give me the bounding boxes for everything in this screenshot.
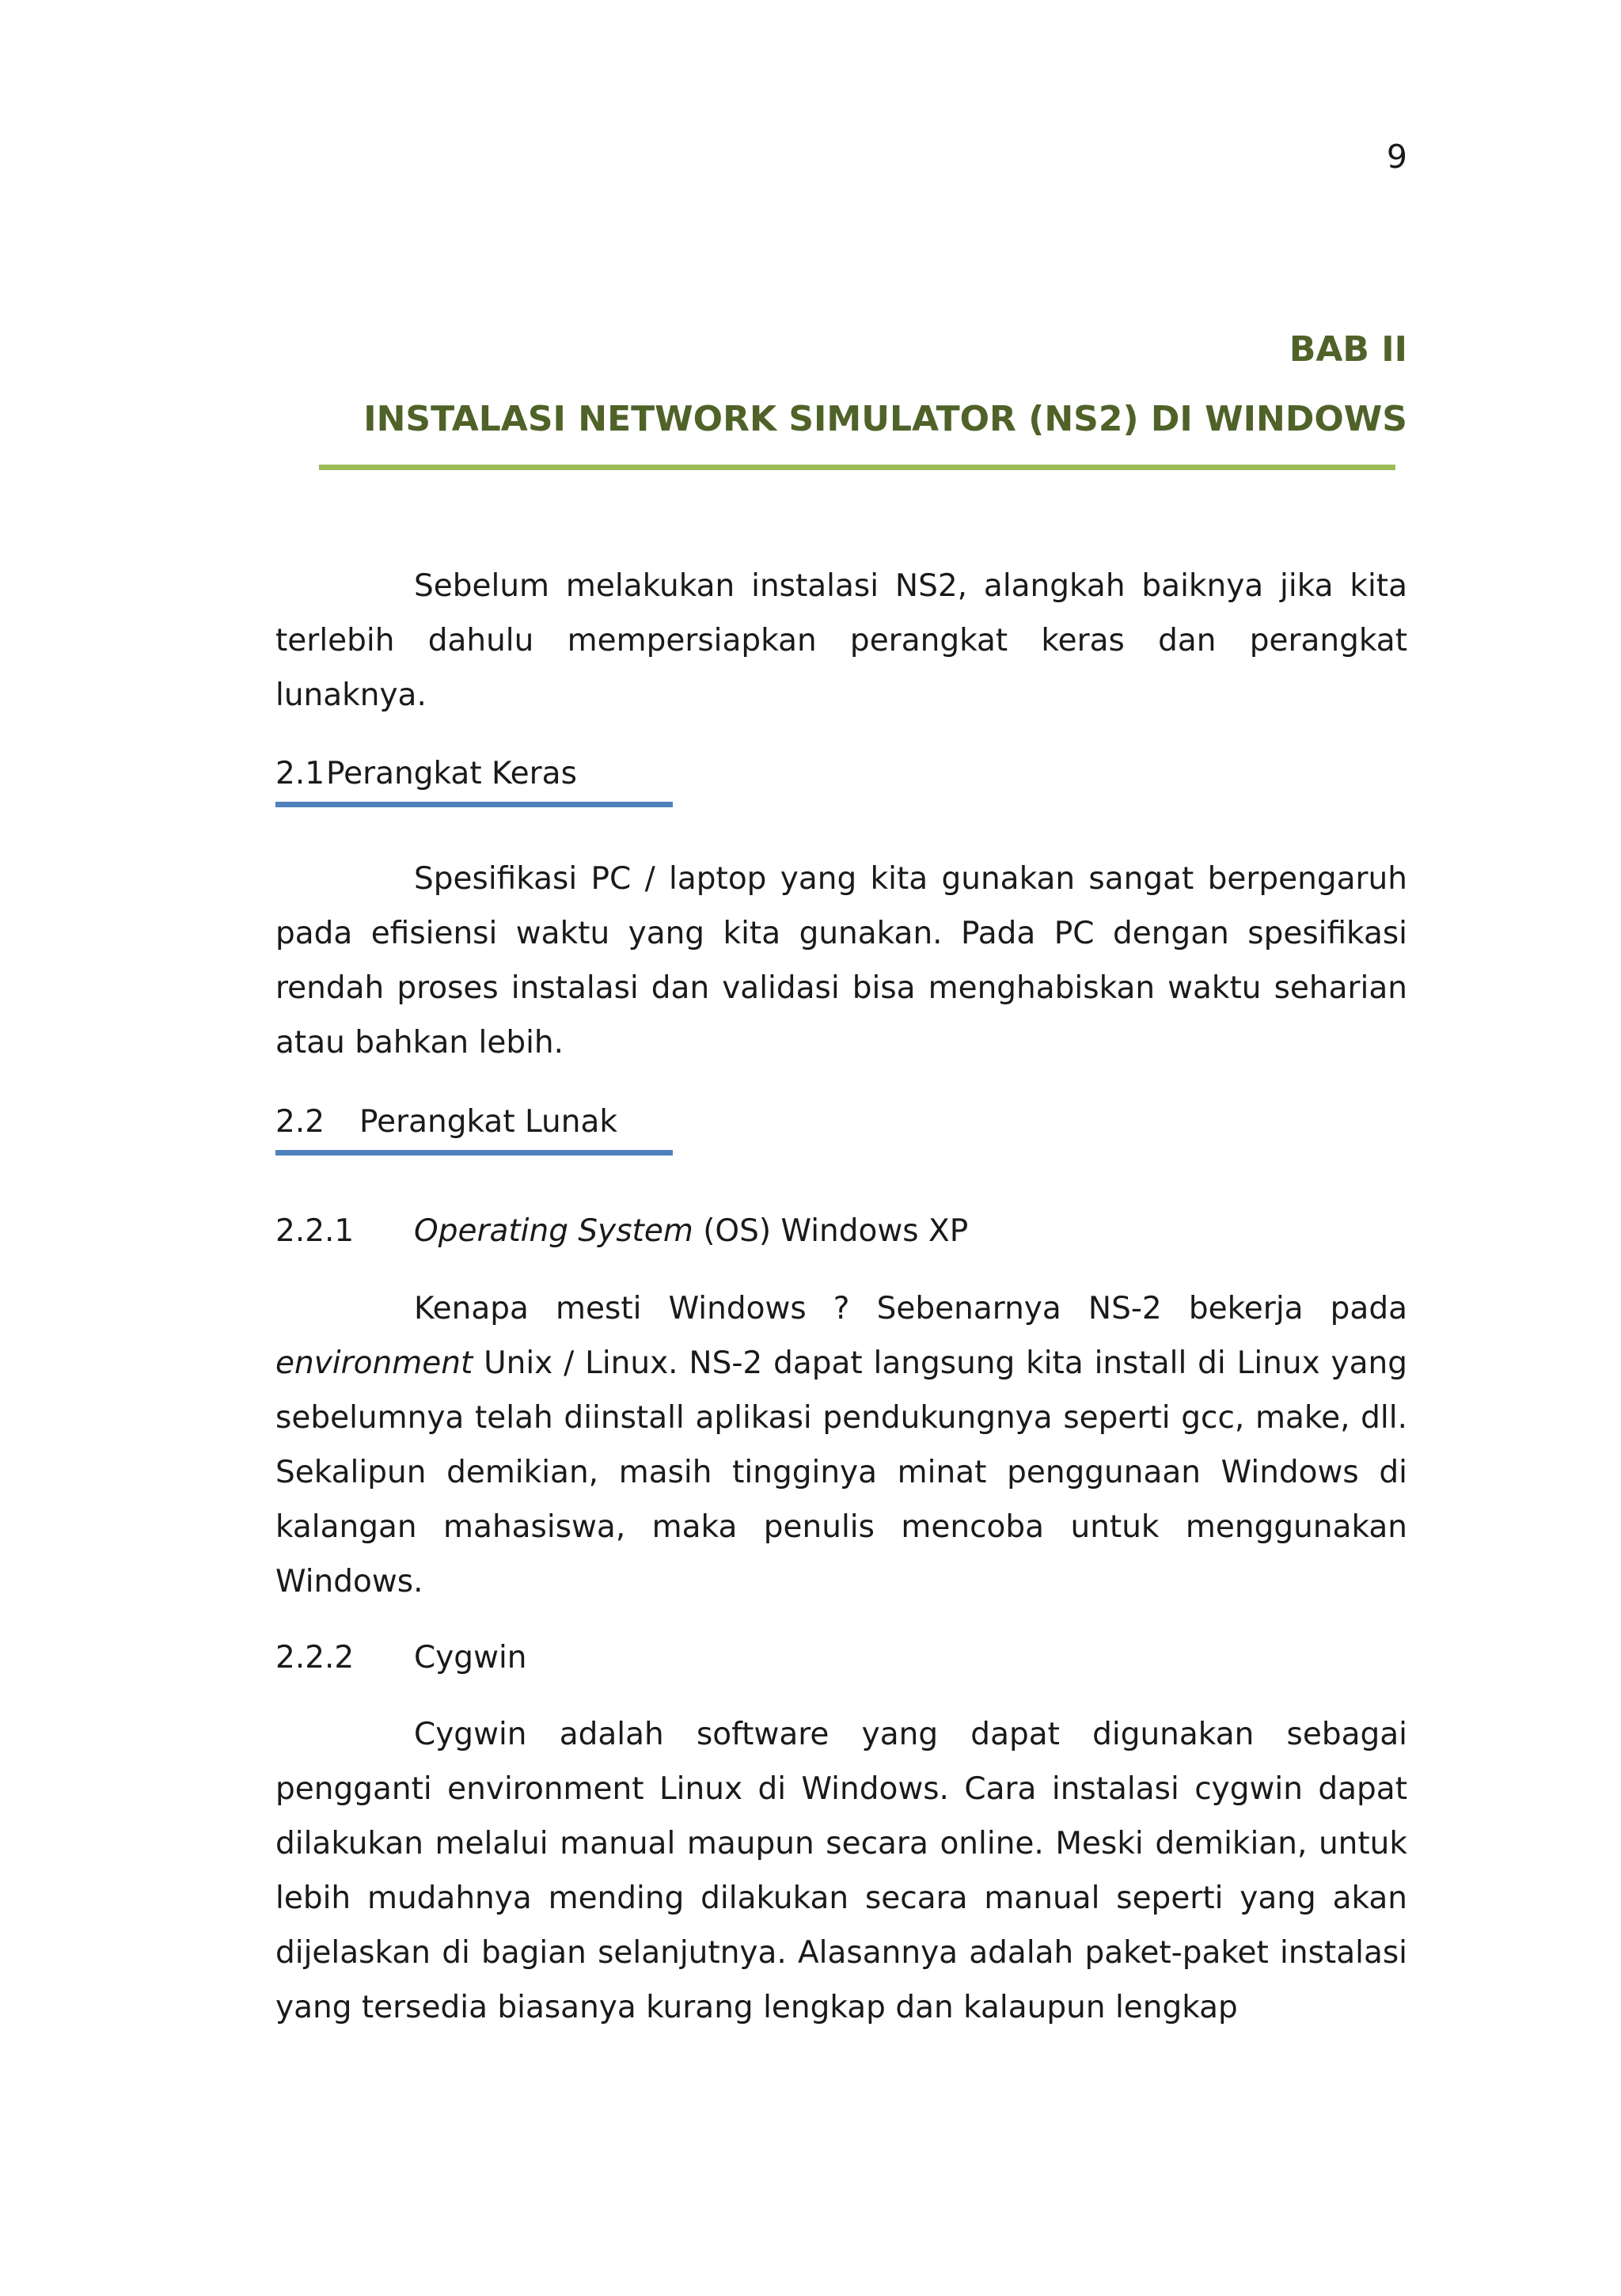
section-number: 2.1 — [275, 756, 325, 791]
section-heading-2-1 — [275, 758, 577, 789]
paragraph-text: Kenapa mesti Windows ? Sebenarnya NS-2 bekerja pada — [414, 1291, 1407, 1326]
section-heading-2-2 — [275, 1104, 617, 1140]
paragraph-2-2-2: Cygwin adalah software yang dapat digunakan sebagai pengganti environment Linux di Windows. Cara instalasi cygwin dapat dilakukan melalui manual maupun secara online. Meski demikian, untuk lebih mudahnya mending dilakukan secara manual seperti yang akan dijelaskan di bagian selanjutnya. Alasannya adalah paket-paket instalasi yang tersedia biasanya kurang lengkap dan kalaupun lengkap — [275, 1717, 1407, 2025]
chapter-title: INSTALASI NETWORK SIMULATOR (NS2) DI WINDOWS — [363, 399, 1407, 439]
subsection-title-rest: (OS) Windows XP — [693, 1213, 969, 1249]
subsection-heading-2-2-1 — [275, 1213, 969, 1249]
section-divider-2-2 — [275, 1150, 673, 1156]
paragraph-2-1: Spesifikasi PC / laptop yang kita gunakan sangat berpengaruh pada efisiensi waktu yang kita gunakan. Pada PC dengan spesifikasi rendah proses instalasi dan validasi bisa menghabiskan waktu seharian atau bahkan lebih. — [275, 861, 1407, 1061]
section-title: Perangkat Keras — [326, 756, 577, 791]
subsection-title: Cygwin — [414, 1640, 527, 1676]
chapter-divider — [319, 465, 1395, 470]
section-number: 2.2 — [275, 1104, 325, 1140]
subsection-number: 2.2.1 — [275, 1213, 355, 1249]
section-divider-2-1 — [275, 802, 673, 807]
chapter-label: BAB II — [1289, 329, 1407, 370]
paragraph-2-2-1 — [275, 1281, 1407, 1609]
subsection-title-italic: Operating System — [414, 1213, 693, 1249]
section-title: Perangkat Lunak — [359, 1104, 617, 1140]
subsection-number: 2.2.2 — [275, 1640, 355, 1676]
page-number: 9 — [1386, 138, 1407, 176]
intro-paragraph: Sebelum melakukan instalasi NS2, alangkah baiknya jika kita terlebih dahulu mempersiapkan perangkat keras dan perangkat lunaknya. — [275, 568, 1407, 713]
paragraph-italic-term: environment — [275, 1345, 473, 1381]
subsection-heading-2-2-2 — [275, 1640, 527, 1676]
paragraph-text: Unix / Linux. NS-2 dapat langsung kita install di Linux yang sebelumnya telah diinstall aplikasi pendukungnya seperti gcc, make, dll. Sekalipun demikian, masih tingginya minat penggunaan Windows di kalangan mahasiswa, maka penulis mencoba untuk menggunakan Windows. — [275, 1345, 1407, 1600]
